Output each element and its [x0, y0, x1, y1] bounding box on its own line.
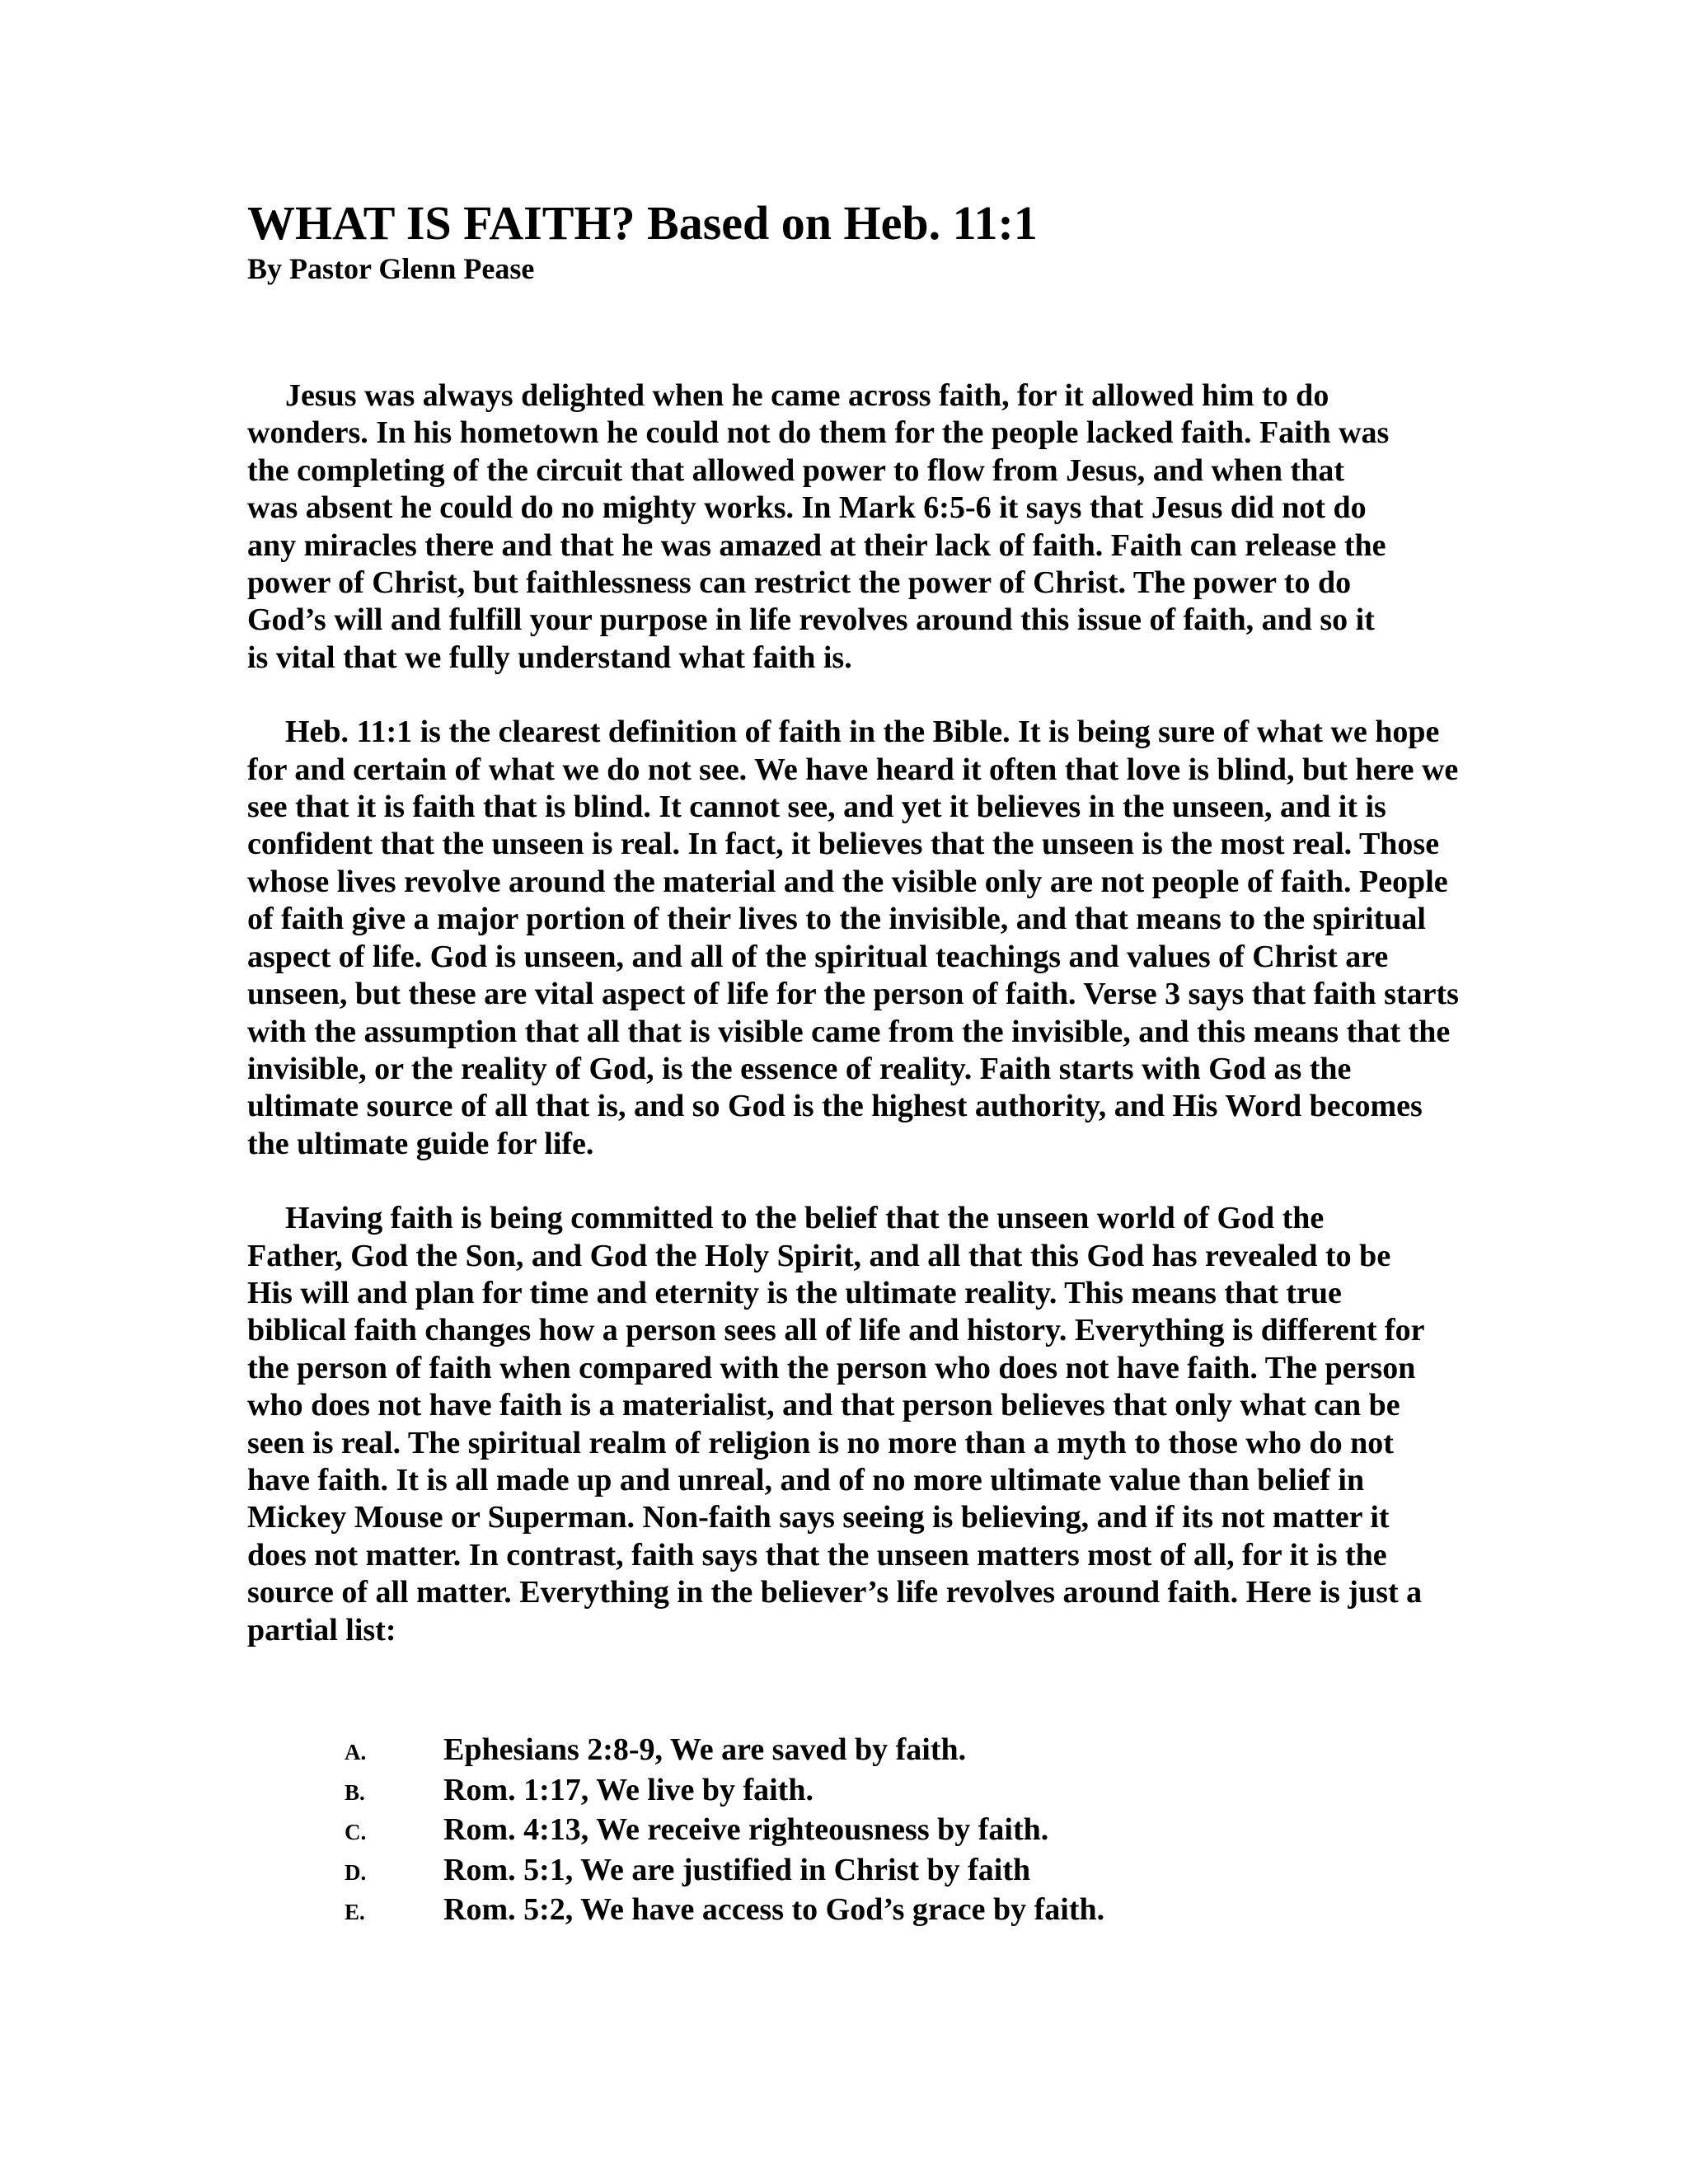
list-item [247, 1811, 1459, 1852]
list-item-text: Rom. 5:1, We are justified in Christ by faith [443, 1852, 1031, 1887]
list-item [247, 1852, 1459, 1892]
list-item [247, 1772, 1459, 1812]
list-item-text: Rom. 1:17, We live by faith. [443, 1772, 814, 1807]
document-title: WHAT IS FAITH? Based on Heb. 11:1 [247, 196, 1038, 250]
author-byline: By Pastor Glenn Pease [247, 252, 535, 285]
list-marker: A. [345, 1740, 367, 1765]
list-marker: C. [345, 1820, 367, 1844]
paragraph-1: Jesus was always delighted when he came across faith, for it allowed him to do wonders. In his hometown he could not do them for the people lacked faith. Faith was the completing of the circuit that allowed power to flow from Jesus, and when that was absent he could do no mighty works. In Mark 6:5-6 it says that Jesus did not do any miracles there and that he was amazed at their lack of faith. Faith can release the power of Christ, but faithlessness can restrict the power of Christ. The power to do God’s will and fulfill your purpose in life revolves around this issue of faith, and so it is vital that we fully understand what faith is. [247, 378, 1390, 675]
list-marker: B. [345, 1779, 365, 1805]
list-marker: D. [345, 1859, 367, 1885]
document-body [247, 377, 1459, 1649]
document-page [247, 196, 1459, 1932]
paragraph-2: Heb. 11:1 is the clearest definition of faith in the Bible. It is being sure of what we hope for and certain of what we do not see. We have heard it often that love is blind, but here we see that it is faith that is blind. It cannot see, and yet it believes in the unseen, and it is confident that the unseen is real. In fact, it believes that the unseen is the most real. Those whose lives revolve around the material and the visible only are not people of faith. People of faith give a major portion of their lives to the invisible, and that means to the spiritual aspect of life. God is unseen, and all of the spiritual teachings and values of Christ are unseen, but these are vital aspect of life for the person of faith. Verse 3 says that faith starts with the assumption that all that is visible came from the invisible, and this means that the invisible, or the reality of God, is the essence of reality. Faith starts with God as the ultimate source of all that is, and so God is the highest authority, and His Word becomes the ultimate guide for life. [247, 715, 1459, 1161]
list-item [247, 1891, 1459, 1932]
paragraph-3: Having faith is being committed to the belief that the unseen world of God the Father, God the Son, and God the Holy Spirit, and all that this God has revealed to be His will and plan for time and eternity is the ultimate reality. This means that true biblical faith changes how a person sees all of life and history. Everything is different for the person of faith when compared with the person who does not have faith. The person who does not have faith is a materialist, and that person believes that only what can be seen is real. The spiritual realm of religion is no more than a myth to those who do not have faith. It is all made up and unreal, and of no more ultimate value than belief in Mickey Mouse or Superman. Non-faith says seeing is believing, and if its not matter it does not matter. In contrast, faith says that the unseen matters most of all, for it is the source of all matter. Everything in the believer’s life revolves around faith. Here is just a partial list: [247, 1201, 1424, 1647]
faith-list [247, 1732, 1459, 1932]
list-item-text: Rom. 5:2, We have access to God’s grace by faith. [443, 1892, 1105, 1927]
list-item-text: Rom. 4:13, We receive righteousness by faith. [443, 1812, 1049, 1847]
list-item-text: Ephesians 2:8-9, We are saved by faith. [443, 1732, 967, 1767]
list-item [247, 1732, 1459, 1772]
list-marker: E. [345, 1900, 365, 1924]
